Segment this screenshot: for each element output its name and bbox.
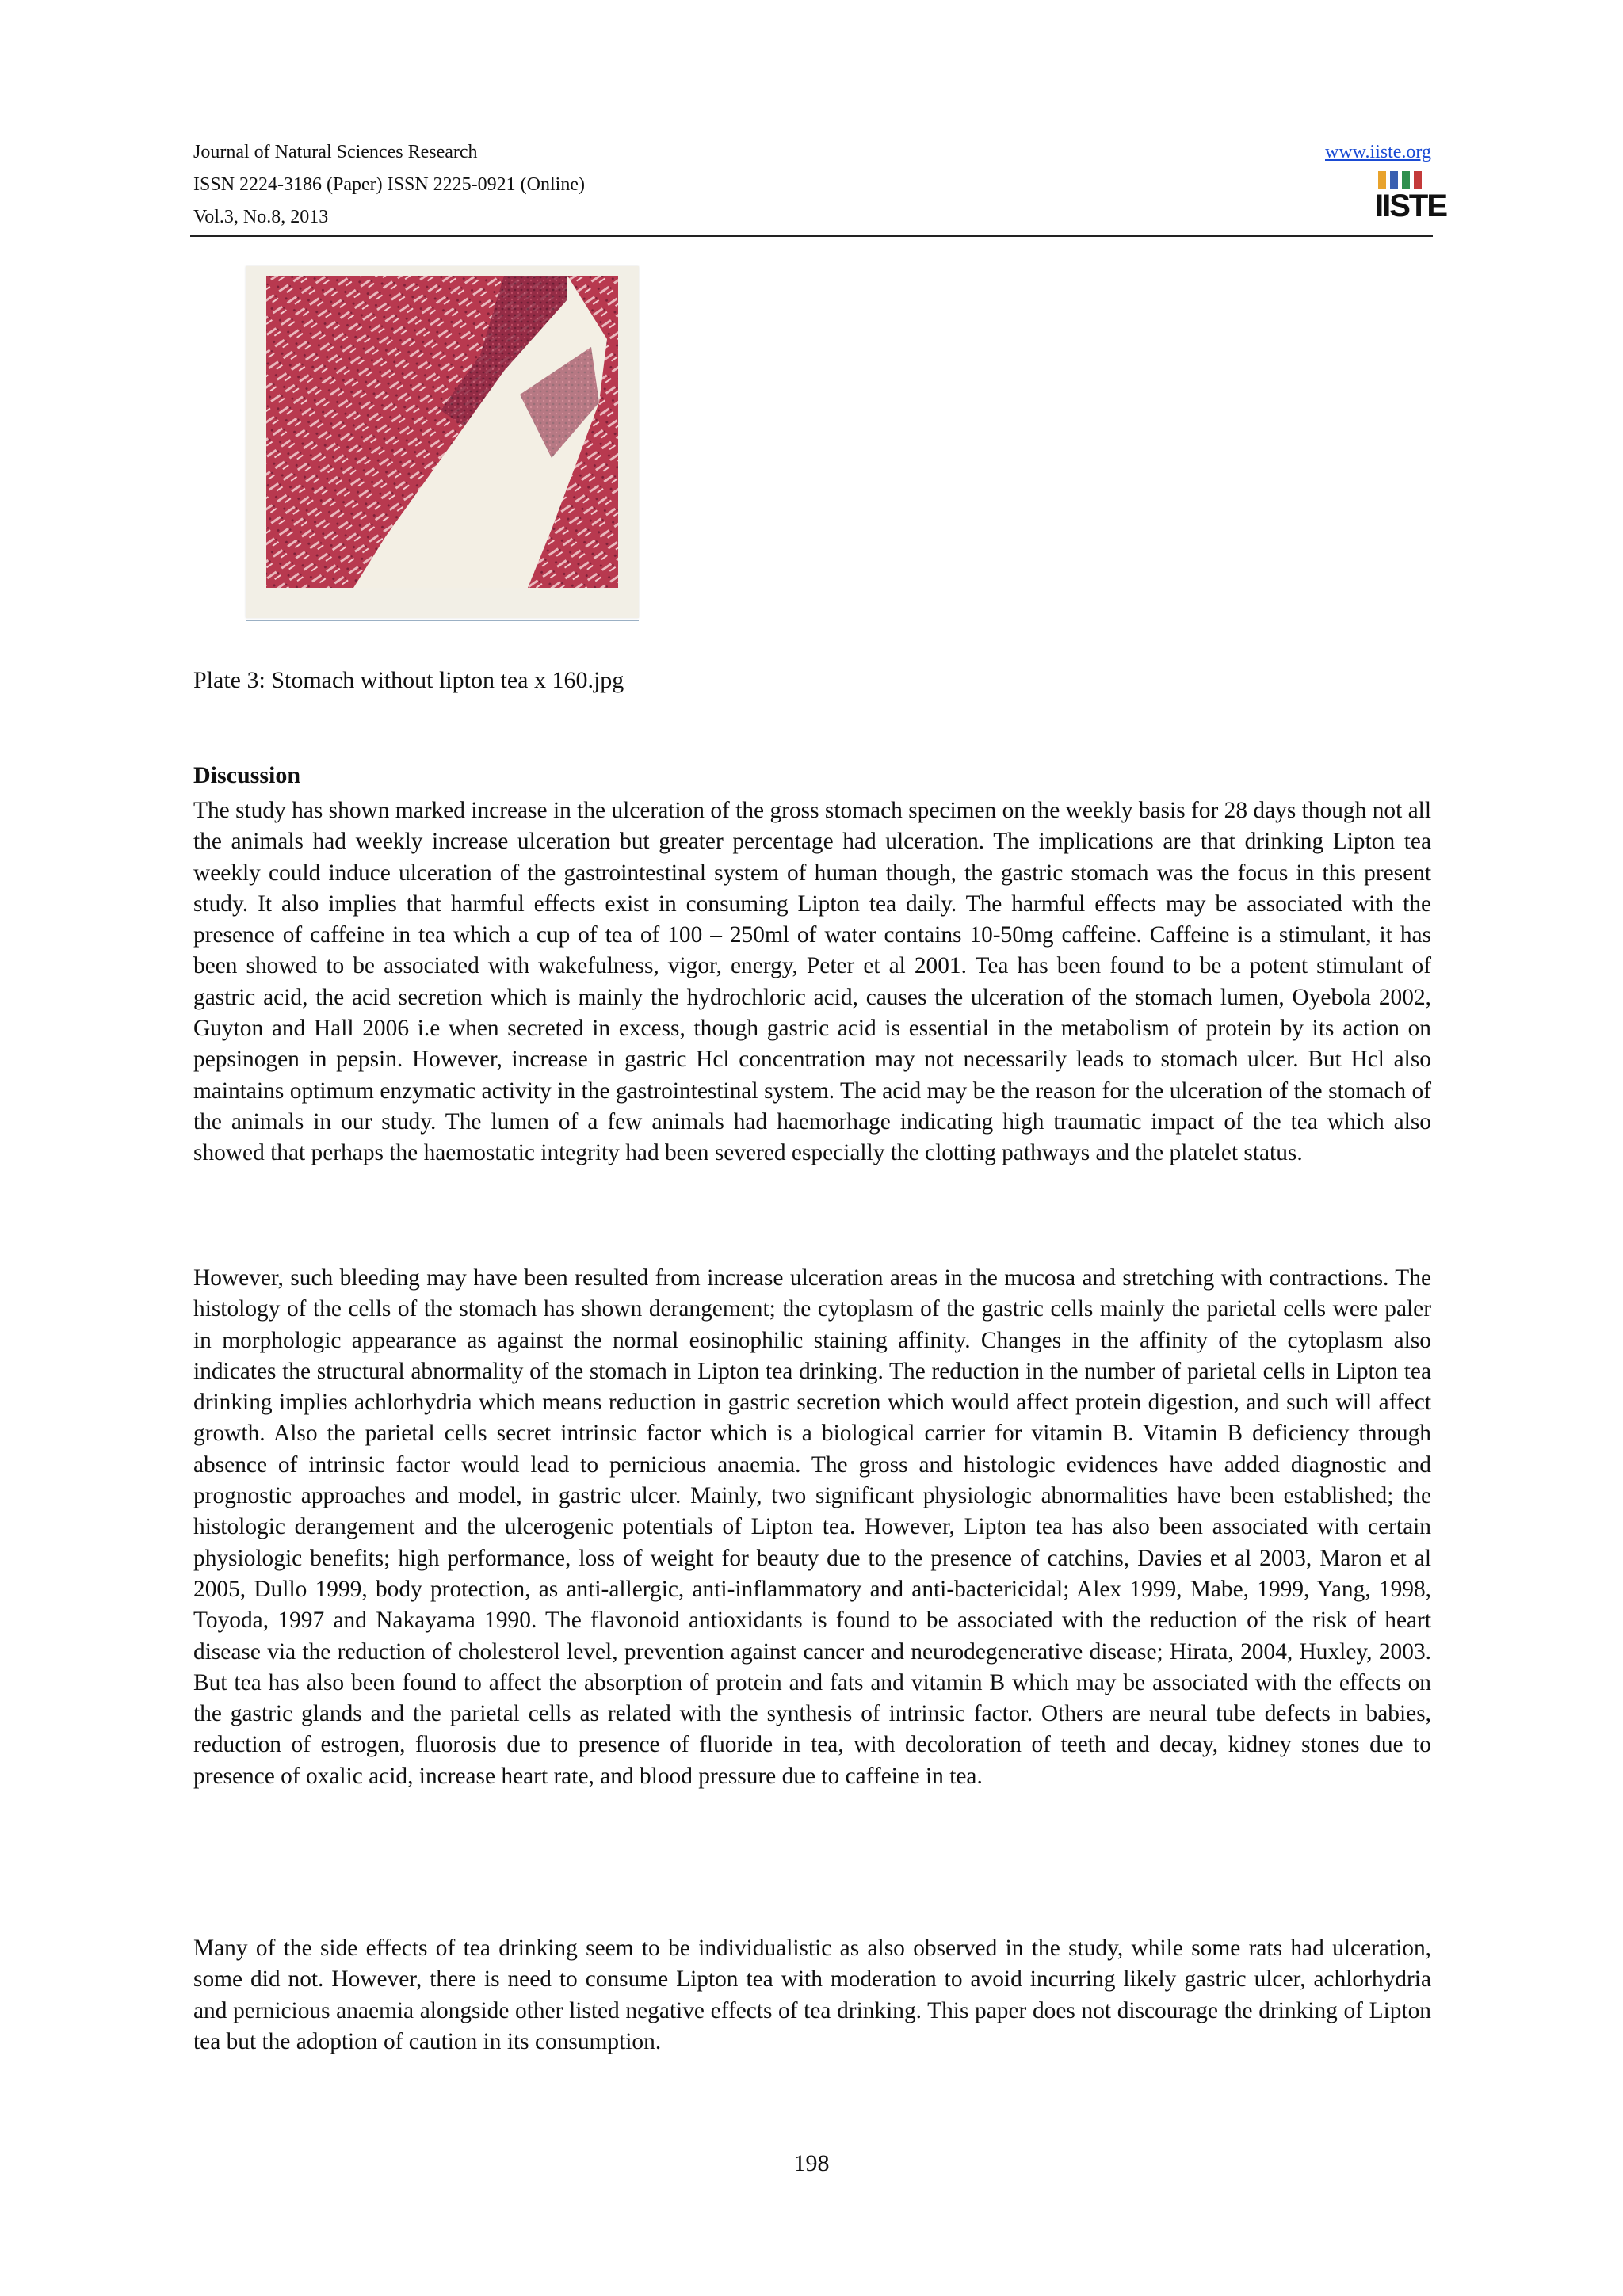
journal-info xyxy=(193,136,585,234)
logo-color-bars xyxy=(1378,171,1427,189)
logo-bar-blue xyxy=(1390,171,1398,189)
section-heading: Discussion xyxy=(193,762,301,788)
histology-plate-photo xyxy=(246,266,639,618)
header-divider xyxy=(190,235,1433,237)
paragraph: However, such bleeding may have been resulted from increase ulceration areas in the mucosa and stretching with contractions. The histology of the cells of the stomach has shown derangement; the cytoplasm of the gastric cells mainly the parietal cells were paler in morphologic appearance as against the normal eosinophilic staining affinity. Changes in the affinity of the cytoplasm also indicates the structural abnormality of the stomach in Lipton tea drinking. The reduction in the number of parietal cells in Lipton tea drinking implies achlorhydria which means reduction in gastric secretion which would affect protein digestion, and such will affect growth. Also the parietal cells secret intrinsic factor which is a biological carrier for vitamin B. Vitamin B deficiency through absence of intrinsic factor would lead to pernicious anaemia. The gross and histologic evidences have added diagnostic and prognostic approaches and model, in gastric ulcer. Mainly, two significant physiologic abnormalities have been established; the histologic derangement and the ulcerogenic potentials of Lipton tea. However, Lipton tea has also been associated with certain physiologic benefits; high performance, loss of weight for beauty due to the presence of catchins, Davies et al 2003, Maron et al 2005, Dullo 1999, body protection, as anti-allergic, anti-inflammatory and anti-bactericidal; Alex 1999, Mabe, 1999, Yang, 1998, Toyoda, 1997 and Nakayama 1990. The flavonoid antioxidants is found to be associated with the reduction of the risk of heart disease via the reduction of cholesterol level, prevention against cancer and neurodegenerative disease; Hirata, 2004, Huxley, 2003. But tea has also been found to affect the absorption of protein and fats and vitamin B which may be associated with the effects on the gastric glands and the parietal cells as related with the synthesis of intrinsic factor. Others are neural tube defects in babies, reduction of estrogen, fluorosis due to presence of fluoride in tea, with decoloration of teeth and decay, kidney stones due to presence of oxalic acid, increase heart rate, and blood pressure due to caffeine in tea. xyxy=(193,1265,1431,1789)
logo-bar-orange xyxy=(1378,171,1386,189)
logo-text: IISTE xyxy=(1375,189,1447,223)
iiste-logo xyxy=(1375,170,1447,225)
page-number: 198 xyxy=(793,2150,830,2176)
journal-issn: ISSN 2224-3186 (Paper) ISSN 2225-0921 (Online) xyxy=(193,174,585,195)
journal-title: Journal of Natural Sciences Research xyxy=(193,142,478,162)
logo-bar-red xyxy=(1414,171,1422,189)
paragraph: Many of the side effects of tea drinking seem to be individualistic as also observed in the study, while some rats had ulceration, some did not. However, there is need to consume Lipton tea with moderation to avoid incurring likely gastric ulcer, achlorhydria and pernicious anaemia alongside other listed negative effects of tea drinking. This paper does not discourage the drinking of Lipton tea but the adoption of caution in its consumption. xyxy=(193,1936,1431,2054)
histology-micrograph-image xyxy=(266,276,618,588)
logo-bar-green xyxy=(1402,171,1410,189)
paragraph: The study has shown marked increase in the ulceration of the gross stomach specimen on the weekly basis for 28 days though not all the animals had weekly increase ulceration but greater percentage had ulceration. The implications are that drinking Lipton tea weekly could induce ulceration of the gastrointestinal system of human though, the gastric stomach was the focus in this present study. It also implies that harmful effects exist in consuming Lipton tea daily. The harmful effects may be associated with the presence of caffeine in tea which a cup of tea of 100 – 250ml of water contains 10-50mg caffeine. Caffeine is a stimulant, it has been showed to be associated with wakefulness, vigor, energy, Peter et al 2001. Tea has been found to be a potent stimulant of gastric acid, the acid secretion which is mainly the hydrochloric acid, causes the ulceration of the stomach lumen, Oyebola 2002, Guyton and Hall 2006 i.e when secreted in excess, though gastric acid is essential in the metabolism of protein by its action on pepsinogen in pepsin. However, increase in gastric Hcl concentration may not necessarily leads to stomach ulcer. But Hcl also maintains optimum enzymatic activity in the gastrointestinal system. The acid may be the reason for the ulceration of the stomach of the animals in our study. The lumen of a few animals had haemorhage indicating high traumatic impact of the tea which also showed that perhaps the haemostatic integrity had been severed especially the clotting pathways and the platelet status. xyxy=(193,798,1431,1166)
journal-website-link[interactable]: www.iiste.org xyxy=(1325,142,1431,162)
journal-volume: Vol.3, No.8, 2013 xyxy=(193,207,329,227)
figure-caption: Plate 3: Stomach without lipton tea x 160.jpg xyxy=(193,667,624,693)
plate-underline xyxy=(246,620,639,621)
